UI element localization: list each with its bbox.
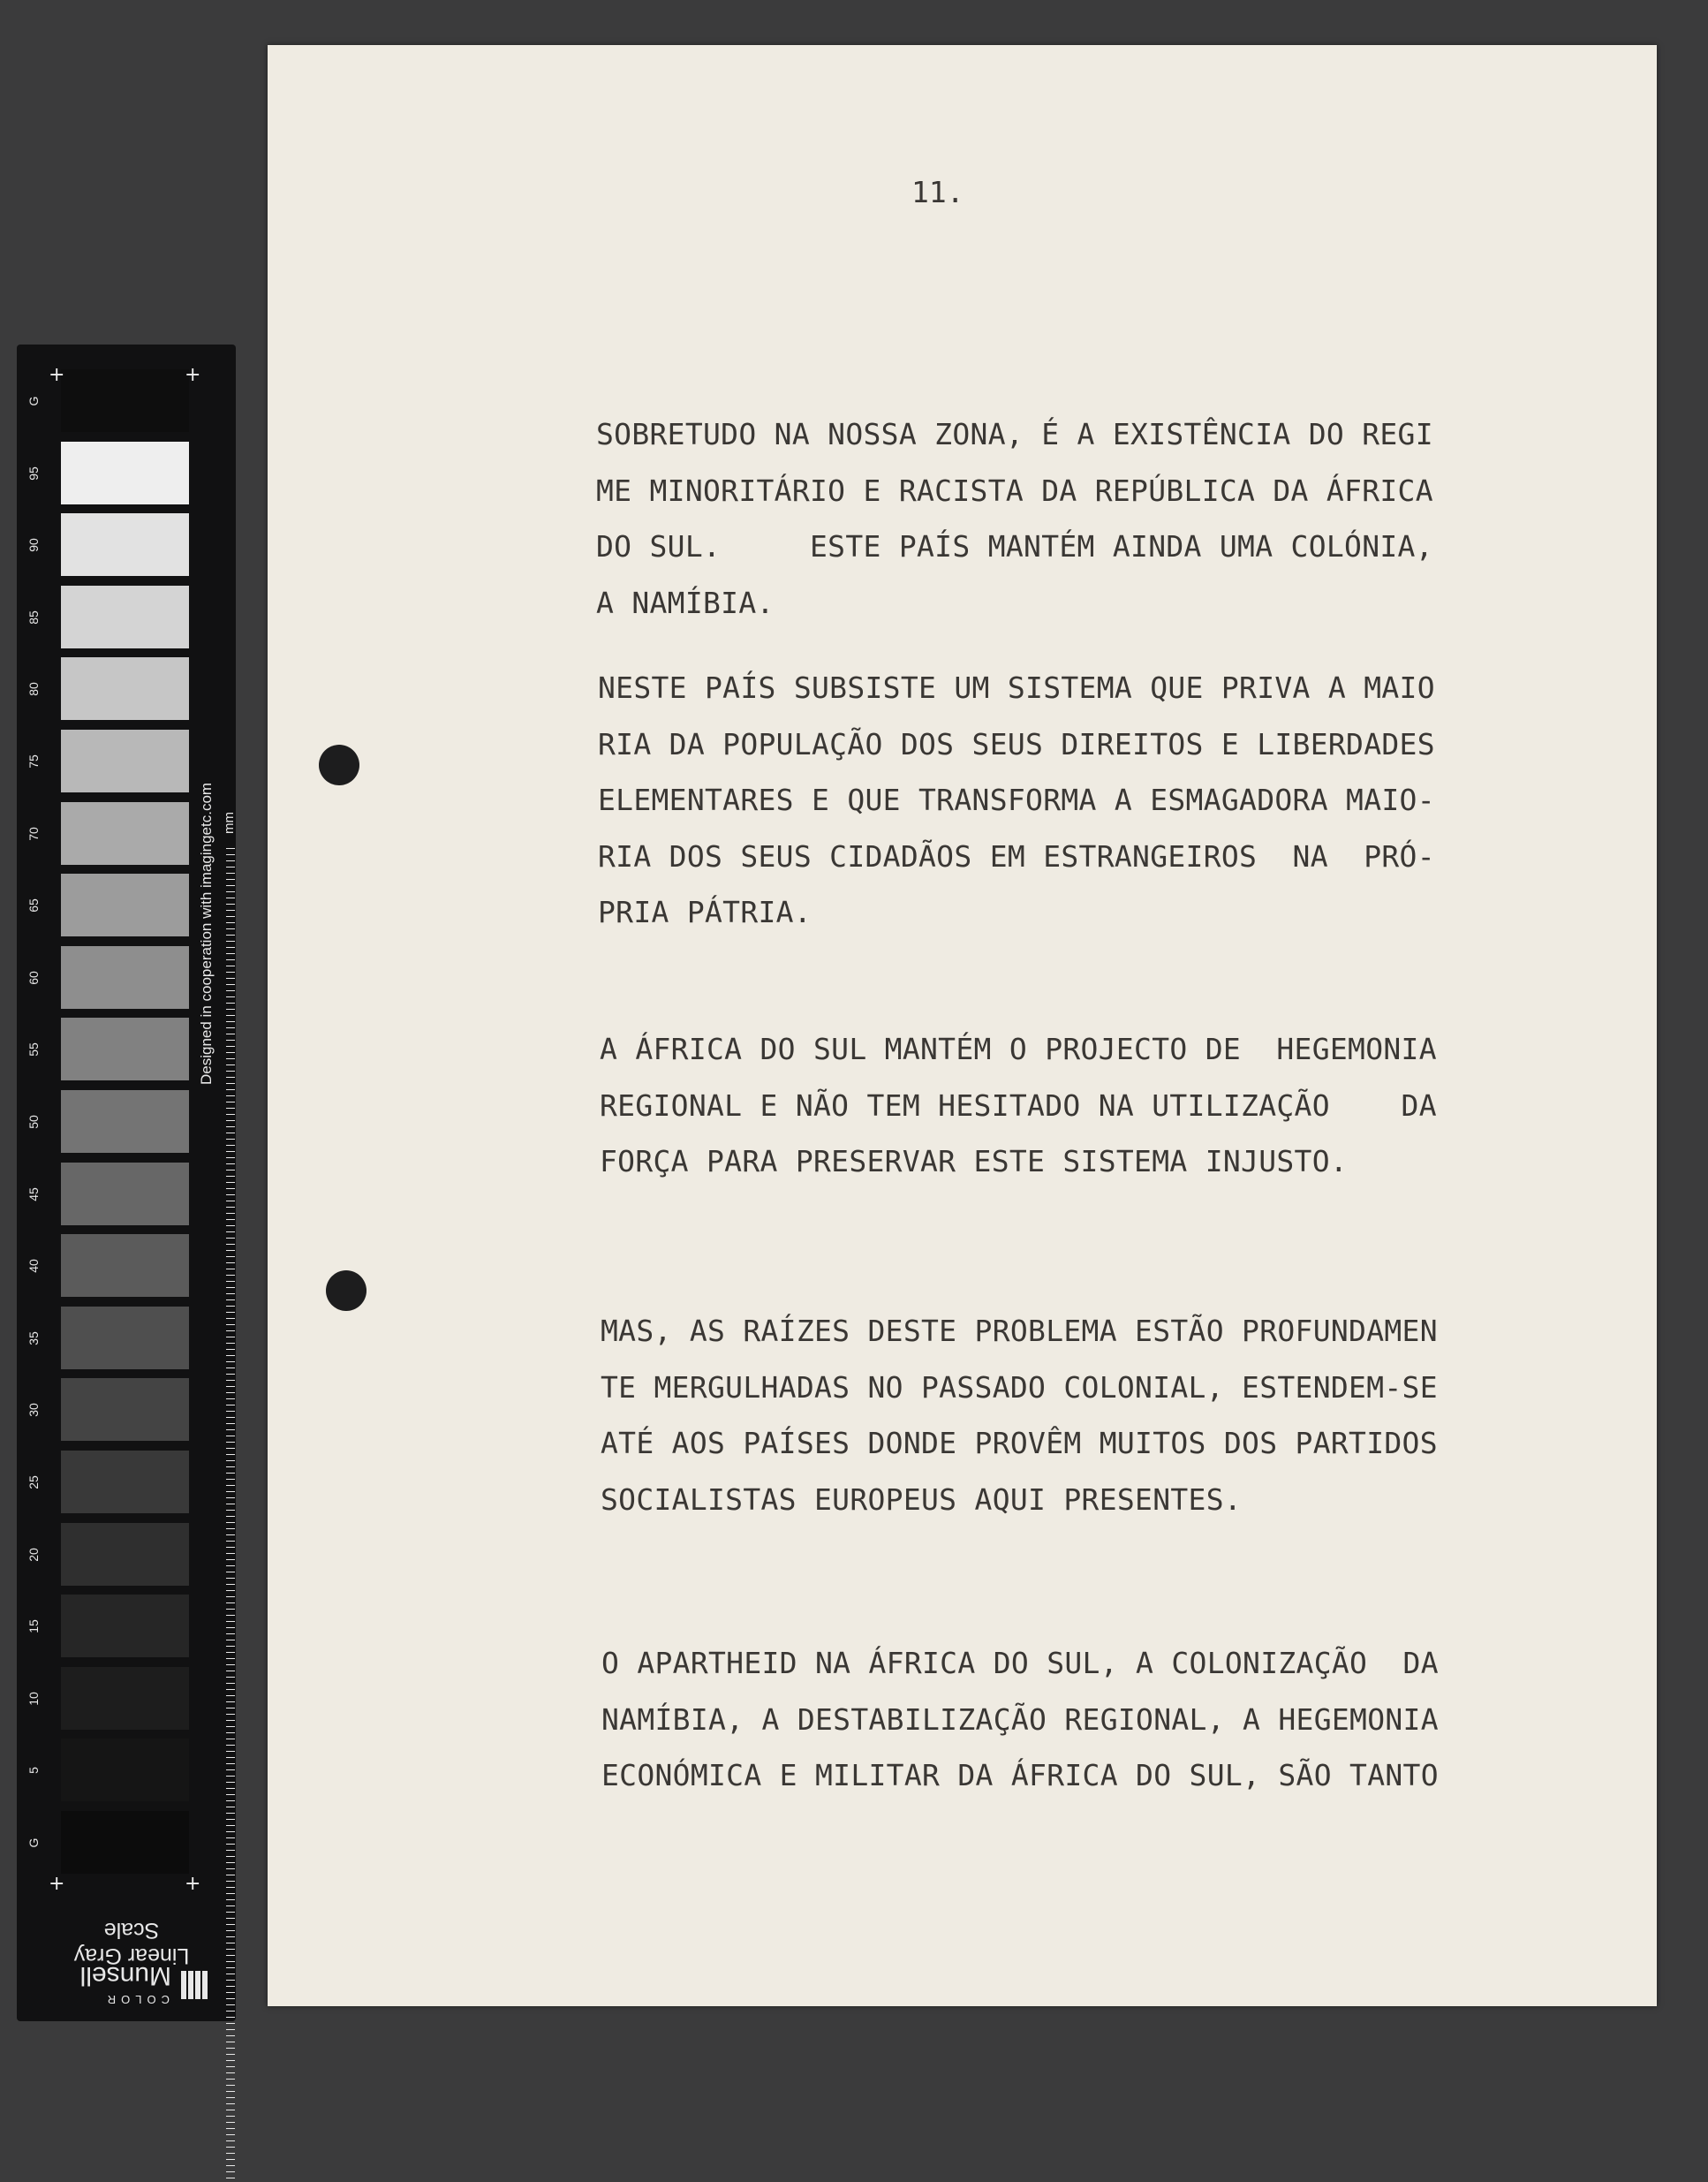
gray-patch (61, 1090, 189, 1153)
gray-patch (61, 1307, 189, 1369)
munsell-grid-icon (179, 1971, 208, 1999)
gray-patch (61, 586, 189, 648)
gray-scale-label: 25 (26, 1475, 41, 1489)
gray-scale-label: 75 (26, 754, 41, 769)
gray-scale-label: 30 (26, 1403, 41, 1418)
gray-scale-card (17, 345, 236, 2021)
gray-patch (61, 946, 189, 1009)
gray-patch (61, 1378, 189, 1441)
gray-scale-label: G (26, 1837, 41, 1848)
page-number: 11. (911, 175, 964, 209)
scale-credit: Designed in cooperation with imagingetc.com (198, 782, 215, 1085)
gray-patch (61, 369, 189, 432)
gray-patch (61, 657, 189, 720)
scale-title: Linear Gray Scale (73, 1918, 190, 1968)
gray-scale-label: 95 (26, 466, 41, 481)
typewritten-page (268, 45, 1657, 2006)
registration-mark: + (49, 1873, 65, 1895)
munsell-logo: COLOR Munsell (70, 1957, 211, 2010)
gray-scale-label: 60 (26, 971, 41, 985)
gray-scale-label: 85 (26, 610, 41, 625)
gray-patch (61, 513, 189, 576)
gray-patch (61, 1163, 189, 1225)
gray-scale-label: 5 (26, 1767, 41, 1775)
gray-scale-label: 40 (26, 1259, 41, 1273)
paragraph-3: A ÁFRICA DO SUL MANTÉM O PROJECTO DE HEGEMONIA REGIONAL E NÃO TEM HESITADO NA UTILIZAÇÃO DA FORÇA PARA PRESERVAR ESTE SISTEMA INJUSTO. (600, 1032, 1437, 1178)
gray-scale-label: 15 (26, 1619, 41, 1633)
paragraph-4: MAS, AS RAÍZES DESTE PROBLEMA ESTÃO PROFUNDAMEN TE MERGULHADAS NO PASSADO COLONIAL, ESTENDEM-SE ATÉ AOS PAÍSES DONDE PROVÊM MUITOS DOS PARTIDOS SOCIALISTAS EUROPEUS AQUI PRESENTES. (601, 1314, 1438, 1517)
gray-scale-label: 50 (26, 1115, 41, 1129)
ruler-unit: mm (222, 812, 237, 834)
gray-scale-label: 55 (26, 1042, 41, 1057)
gray-patch (61, 730, 189, 792)
gray-scale-label: 45 (26, 1186, 41, 1201)
punch-hole (326, 1270, 367, 1311)
gray-patch (61, 1595, 189, 1657)
gray-scale-label: G (26, 396, 41, 406)
gray-scale-label: 10 (26, 1692, 41, 1706)
registration-mark: + (49, 364, 65, 386)
gray-patch (61, 874, 189, 936)
registration-mark: + (185, 1873, 201, 1895)
gray-patch (61, 1811, 189, 1874)
paragraph-1: SOBRETUDO NA NOSSA ZONA, É A EXISTÊNCIA DO REGI ME MINORITÁRIO E RACISTA DA REPÚBLICA DA ÁFRICA DO SUL. ESTE PAÍS MANTÉM AINDA UMA COLÓNIA, A NAMÍBIA. (596, 417, 1433, 620)
paragraph-2: NESTE PAÍS SUBSISTE UM SISTEMA QUE PRIVA A MAIO RIA DA POPULAÇÃO DOS SEUS DIREITOS E LIBERDADES ELEMENTARES E QUE TRANSFORMA A ESMAGADORA MAIO- RIA DOS SEUS CIDADÃOS EM ESTRANGEIROS NA PRÓ- PRIA PÁTRIA. (598, 671, 1435, 929)
gray-scale-label: 20 (26, 1547, 41, 1562)
punch-hole (319, 745, 359, 785)
gray-scale-label: 65 (26, 898, 41, 913)
gray-scale-label: 90 (26, 538, 41, 552)
gray-scale-label: 80 (26, 682, 41, 697)
mm-ruler (226, 848, 235, 2182)
paragraph-5: O APARTHEID NA ÁFRICA DO SUL, A COLONIZAÇÃO DA NAMÍBIA, A DESTABILIZAÇÃO REGIONAL, A HEGEMONIA ECONÓMICA E MILITAR DA ÁFRICA DO SUL, SÃO TANTO (601, 1646, 1439, 1792)
gray-patch (61, 1739, 189, 1801)
gray-patch (61, 1523, 189, 1586)
gray-patch (61, 1451, 189, 1513)
gray-patch (61, 1667, 189, 1730)
gray-scale-label: 70 (26, 826, 41, 841)
registration-mark: + (185, 364, 201, 386)
gray-patch (61, 1234, 189, 1297)
gray-scale-label: 35 (26, 1331, 41, 1345)
gray-patch (61, 802, 189, 865)
gray-patch (61, 442, 189, 504)
gray-patch (61, 1018, 189, 1080)
